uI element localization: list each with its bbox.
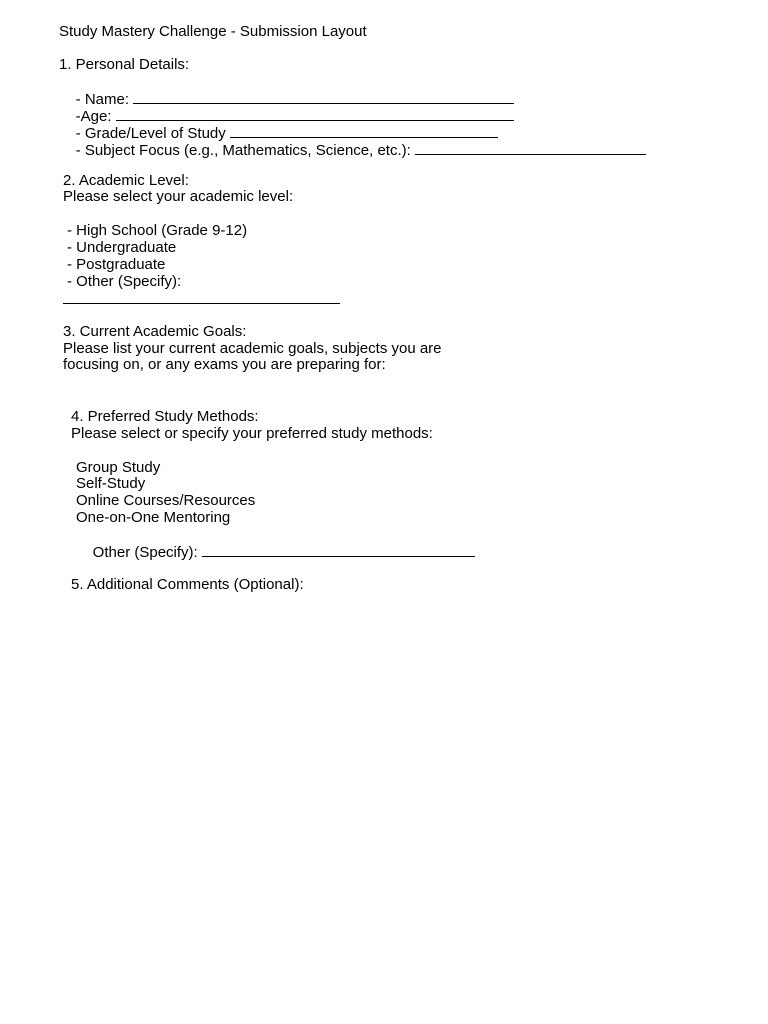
grade-field-row xyxy=(59,107,498,142)
other-method-row xyxy=(76,526,475,561)
age-label: -Age: xyxy=(75,108,112,125)
other-method-blank-line[interactable] xyxy=(202,543,475,557)
section-3-prompt-line-1: Please list your current academic goals, subjects you are xyxy=(63,340,442,357)
name-field-row xyxy=(59,73,514,108)
section-2-heading: 2. Academic Level: xyxy=(63,172,189,189)
study-method-option[interactable]: Self-Study xyxy=(76,475,146,492)
grade-label: - Grade/Level of Study xyxy=(75,125,226,142)
study-method-option[interactable]: Online Courses/Resources xyxy=(76,492,256,509)
other-method-label: Other (Specify): xyxy=(92,544,198,561)
age-field-row xyxy=(59,90,514,125)
section-4-prompt: Please select or specify your preferred study methods: xyxy=(71,425,433,442)
academic-level-option[interactable]: - Undergraduate xyxy=(67,239,177,256)
document-title: Study Mastery Challenge - Submission Layout xyxy=(59,23,367,40)
study-method-option[interactable]: One-on-One Mentoring xyxy=(76,509,231,526)
subject-label: - Subject Focus (e.g., Mathematics, Science, etc.): xyxy=(75,142,411,159)
academic-level-option[interactable]: - Postgraduate xyxy=(67,256,166,273)
other-level-blank-line[interactable] xyxy=(63,303,340,304)
section-3-prompt-line-2: focusing on, or any exams you are preparing for: xyxy=(63,356,386,373)
section-2-prompt: Please select your academic level: xyxy=(63,188,294,205)
subject-field-row xyxy=(59,124,646,159)
section-1-heading: 1. Personal Details: xyxy=(59,56,190,73)
section-5-heading: 5. Additional Comments (Optional): xyxy=(71,576,304,593)
academic-level-option[interactable]: - Other (Specify): xyxy=(67,273,182,290)
study-method-option[interactable]: Group Study xyxy=(76,459,161,476)
section-4-heading: 4. Preferred Study Methods: xyxy=(71,408,259,425)
section-3-heading: 3. Current Academic Goals: xyxy=(63,323,247,340)
name-label: - Name: xyxy=(75,91,130,108)
subject-blank-line[interactable] xyxy=(415,141,646,155)
academic-level-option[interactable]: - High School (Grade 9-12) xyxy=(67,222,248,239)
